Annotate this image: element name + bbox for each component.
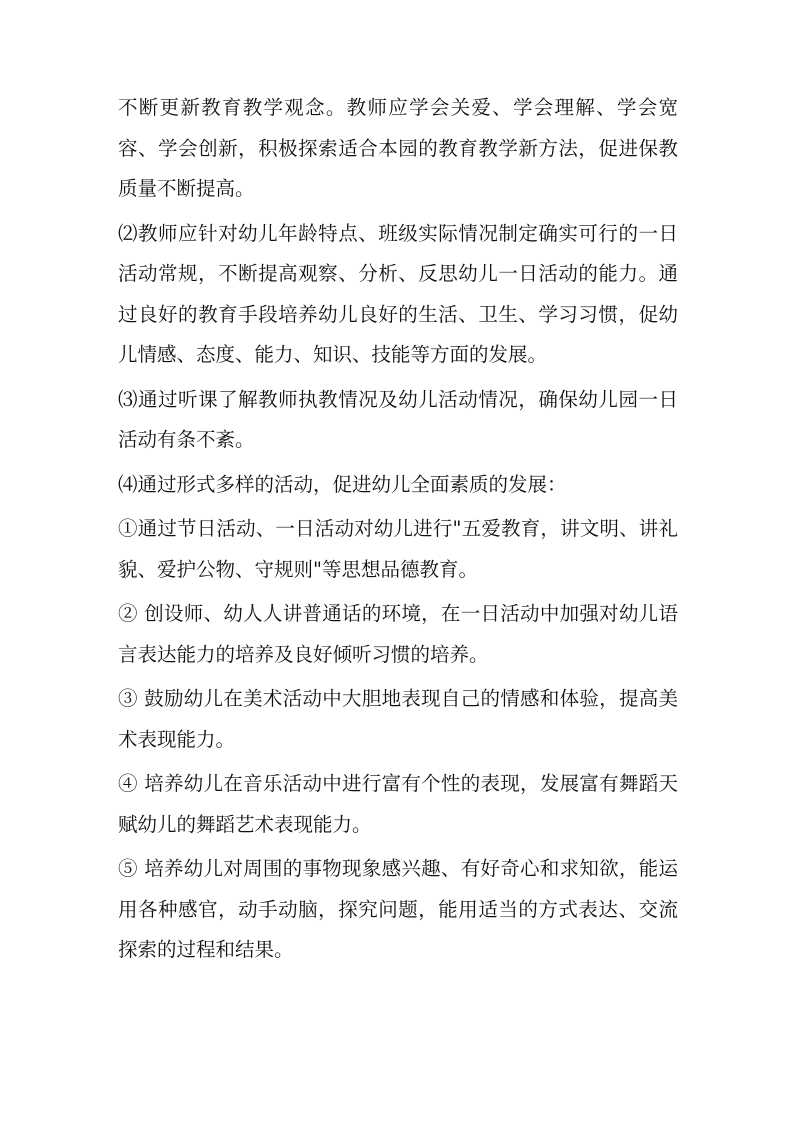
paragraph-item-4: ⑷通过形式多样的活动，促进幼儿全面素质的发展： xyxy=(118,472,567,496)
paragraph-subitem-1: ①通过节日活动、一日活动对幼儿进行"五爱教育，讲文明、讲礼貌、爱护公物、守规则"等思想品德教育。 xyxy=(118,517,678,581)
paragraph-subitem-4: ④ 培养幼儿在音乐活动中进行富有个性的表现，发展富有舞蹈天赋幼儿的舞蹈艺术表现能力。 xyxy=(118,772,678,836)
paragraph-subitem-2: ② 创设师、幼人人讲普通话的环境，在一日活动中加强对幼儿语言表达能力的培养及良好倾听习惯的培养。 xyxy=(118,602,678,666)
paragraph-intro: 不断更新教育教学观念。教师应学会关爱、学会理解、学会宽容、学会创新，积极探索适合本园的教育教学新方法，促进保教质量不断提高。 xyxy=(118,96,678,200)
document-page xyxy=(118,88,678,975)
paragraph-item-3: ⑶通过听课了解教师执教情况及幼儿活动情况，确保幼儿园一日活动有条不紊。 xyxy=(118,387,678,451)
paragraph-item-2: ⑵教师应针对幼儿年龄特点、班级实际情况制定确实可行的一日活动常规，不断提高观察、分析、反思幼儿一日活动的能力。通过良好的教育手段培养幼儿良好的生活、卫生、学习习惯，促幼儿情感、态度、能力、知识、技能等方面的发展。 xyxy=(118,221,678,366)
paragraph-subitem-5: ⑤ 培养幼儿对周围的事物现象感兴趣、有好奇心和求知欲，能运用各种感官，动手动脑，探究问题，能用适当的方式表达、交流探索的过程和结果。 xyxy=(118,857,678,961)
paragraph-subitem-3: ③ 鼓励幼儿在美术活动中大胆地表现自己的情感和体验，提高美术表现能力。 xyxy=(118,687,678,751)
